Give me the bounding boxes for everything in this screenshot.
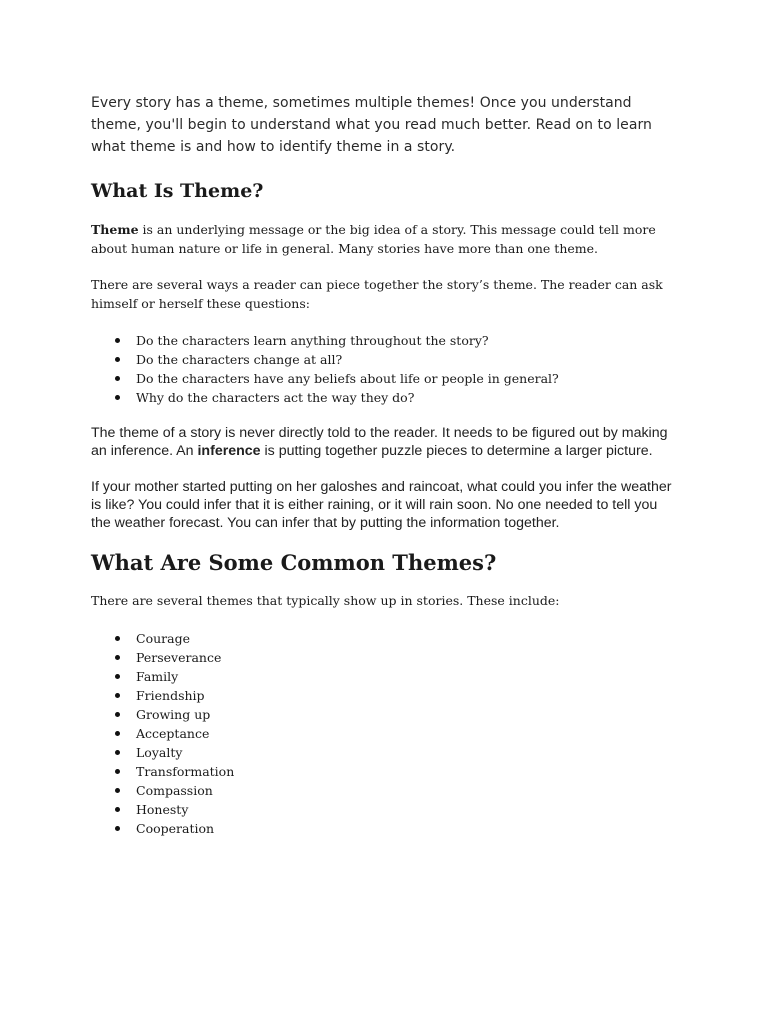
bullet-icon	[115, 750, 120, 755]
list-item	[91, 743, 678, 762]
list-item-text: Do the characters have any beliefs about life or people in general?	[136, 371, 559, 386]
themes-list	[91, 629, 678, 838]
theme-definition-text: is an underlying message or the big idea of a story. This message could tell more about human nature or life in general. Many stories have more than one theme.	[91, 222, 656, 256]
list-item	[91, 686, 678, 705]
list-item-text: Do the characters learn anything throughout the story?	[136, 333, 489, 348]
themes-intro-paragraph: There are several themes that typically show up in stories. These include:	[91, 593, 560, 608]
list-item-text: Honesty	[136, 801, 189, 817]
list-item-text: Loyalty	[136, 744, 183, 760]
bullet-icon	[115, 712, 120, 717]
weather-example-paragraph: If your mother started putting on her galoshes and raincoat, what could you infer the weather is like? You could infer that it is either raining, or it will rain soon. No one needed to tell you the weather forecast. You can infer that by putting the information together.	[91, 479, 672, 531]
bullet-icon	[115, 788, 120, 793]
bullet-icon	[115, 357, 120, 362]
questions-list	[91, 331, 678, 407]
list-item-text: Cooperation	[136, 820, 215, 836]
bullet-icon	[115, 693, 120, 698]
bullet-icon	[115, 395, 120, 400]
list-item	[91, 629, 678, 648]
list-item-text: Courage	[136, 630, 190, 646]
list-item	[91, 331, 678, 350]
list-item	[91, 781, 678, 800]
list-item-text: Do the characters change at all?	[136, 352, 343, 367]
bullet-icon	[115, 807, 120, 812]
list-item	[91, 705, 678, 724]
inference-text-before: The theme of a story is never directly told to the reader. It needs to be figured out by making an inference. An	[91, 425, 668, 459]
bullet-icon	[115, 655, 120, 660]
list-item-text: Acceptance	[136, 725, 210, 741]
list-item	[91, 762, 678, 781]
bullet-icon	[115, 674, 120, 679]
list-item	[91, 350, 678, 369]
bullet-icon	[115, 636, 120, 641]
list-item	[91, 648, 678, 667]
list-item	[91, 388, 678, 407]
bullet-icon	[115, 731, 120, 736]
inference-paragraph	[91, 424, 678, 460]
list-item-text: Friendship	[136, 687, 205, 703]
list-item-text: Family	[136, 668, 179, 684]
bullet-icon	[115, 769, 120, 774]
bullet-icon	[115, 338, 120, 343]
inference-text-after: is putting together puzzle pieces to determine a larger picture.	[260, 443, 653, 459]
list-item-text: Compassion	[136, 782, 213, 798]
list-item-text: Transformation	[136, 763, 235, 779]
bullet-icon	[115, 376, 120, 381]
questions-intro-paragraph: There are several ways a reader can piece together the story’s theme. The reader can ask himself or herself these questions:	[91, 277, 663, 311]
theme-definition-paragraph	[91, 221, 678, 258]
list-item	[91, 724, 678, 743]
list-item	[91, 667, 678, 686]
intro-paragraph: Every story has a theme, sometimes multiple themes! Once you understand theme, you'll begin to understand what you read much better. Read on to learn what theme is and how to identify theme in a story.	[91, 95, 652, 155]
list-item-text: Growing up	[136, 706, 211, 722]
list-item	[91, 800, 678, 819]
bullet-icon	[115, 826, 120, 831]
list-item	[91, 819, 678, 838]
list-item-text: Perseverance	[136, 649, 222, 665]
heading-what-is-theme: What Is Theme?	[91, 180, 264, 202]
list-item-text: Why do the characters act the way they do?	[136, 390, 415, 405]
heading-common-themes: What Are Some Common Themes?	[91, 550, 497, 575]
theme-term: Theme	[91, 222, 139, 237]
list-item	[91, 369, 678, 388]
inference-term: inference	[197, 443, 261, 459]
